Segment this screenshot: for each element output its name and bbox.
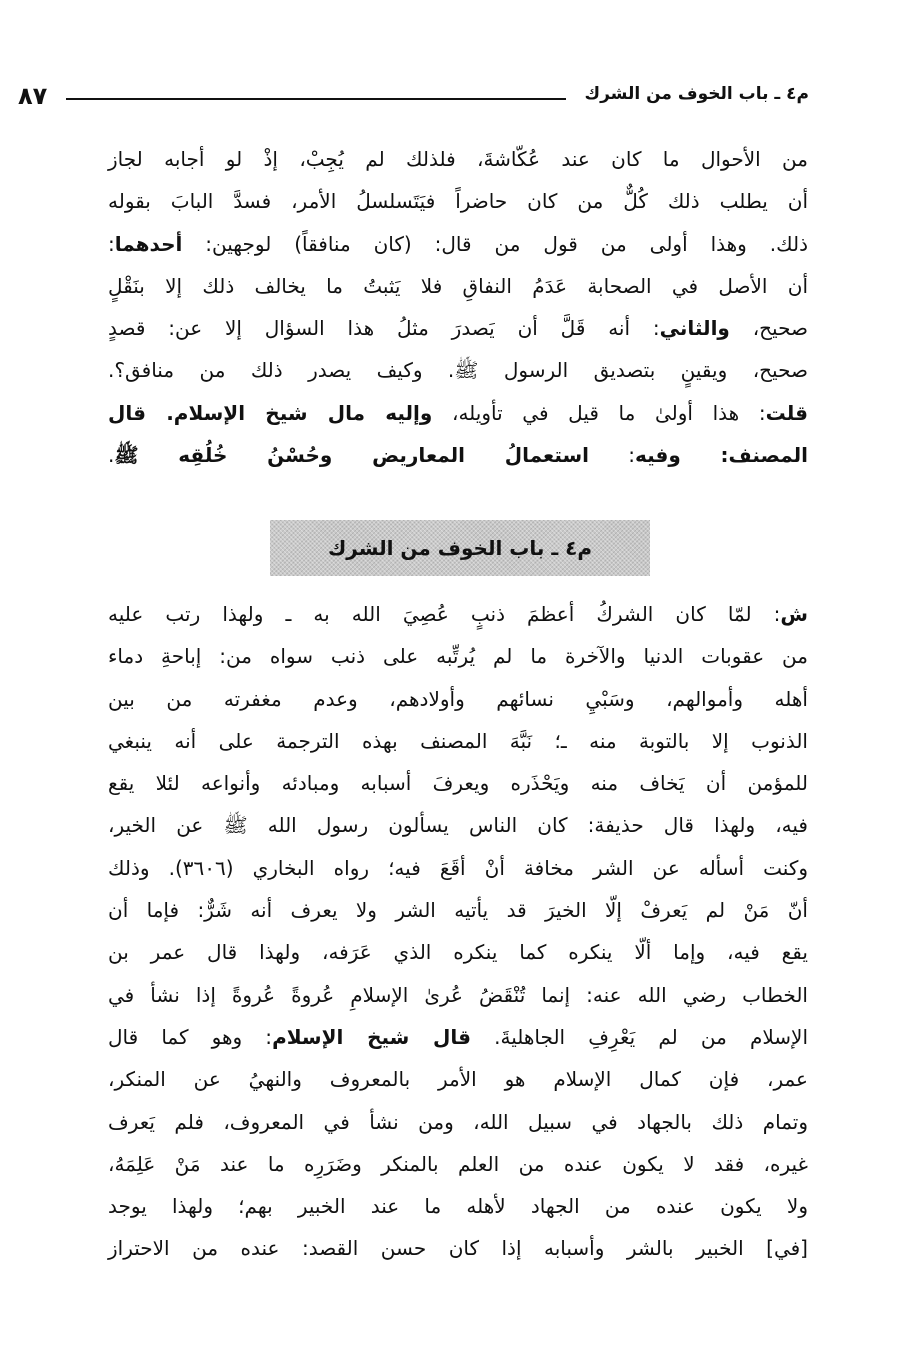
text-line (108, 1016, 808, 1058)
text-line (108, 307, 808, 349)
bold-text: أحدهما (114, 231, 183, 256)
text-segment: : هذا أولىٰ ما قيل في تأويله، (432, 400, 766, 425)
bold-text: ش (780, 602, 808, 626)
header-rule (66, 98, 566, 100)
text-line (108, 762, 808, 804)
text-line (108, 931, 808, 973)
text-segment: صحيح، ويقينٍ بتصديق الرسول ﷺ. وكيف يصدر ذلك من منافق؟. (108, 358, 808, 383)
bold-text: قال شيخ الإسلام (272, 1024, 472, 1049)
text-line (108, 635, 808, 677)
text-line (108, 434, 808, 476)
text-segment: الذنوب إلا بالتوبة منه ـ؛ نَبَّهَ المصنف بهذه الترجمة على أنه ينبغي (108, 728, 808, 753)
text-line (108, 678, 808, 720)
text-segment: : وهو كما قال (108, 1024, 273, 1049)
text-segment: أنّ مَنْ لم يَعرفْ إلّا الخيرَ قد يأتيه الشر ولا يعرف أنه شَرٌّ: فإما أن (108, 898, 808, 923)
text-segment: من الأحوال ما كان عند عُكّاشةَ، فلذلك لم يُجِبْ، إذْ لو أجابه لجاز (108, 147, 808, 171)
text-segment: أن الأصل في الصحابة عَدَمُ النفاقِ فلا يَثبتُ ما يخالف ذلك إلا بنَقْلٍ (108, 273, 808, 298)
bold-text: المصنف: وفيه (634, 443, 808, 468)
text-segment: غيره، فقد لا يكون عنده من العلم بالمنكر وضَرَرِه ما عند مَنْ عَلِمَهُ، (108, 1151, 808, 1176)
text-segment: الخطاب رضي الله عنه: إنما تُنْقَضُ عُرىٰ الإسلامِ عُروةً عُروةً إذا نشأ في (108, 982, 808, 1007)
text-segment: . (108, 443, 115, 468)
bold-text: وإليه مال شيخ الإسلام. قال (108, 400, 433, 425)
text-segment: عمر، فإن كمال الإسلام هو الأمر بالمعروف والنهيُ عن المنكر، (108, 1067, 808, 1092)
paragraph-1 (108, 138, 808, 476)
text-line (108, 1143, 808, 1185)
text-segment: أن يطلب ذلك كُلٌّ من كان حاضراً فيَتَسلسلُ الأمر، فسدَّ البابَ بقوله (108, 189, 808, 214)
text-line (108, 974, 808, 1016)
text-line (108, 349, 808, 391)
text-segment: : (589, 443, 635, 468)
bold-text: والثاني (659, 316, 730, 341)
paragraph-2 (108, 593, 808, 1270)
text-line (108, 1227, 808, 1269)
text-line (108, 138, 808, 180)
text-line (108, 223, 808, 265)
text-segment: [في] الخبير بالشر وأسبابه إذا كان حسن القصد: عنده من الاحتراز (108, 1236, 808, 1261)
text-segment: : (108, 231, 115, 256)
text-segment: الإسلام من لم يَعْرِفِ الجاهليةَ. (471, 1024, 808, 1049)
text-line (108, 593, 808, 635)
text-line (108, 804, 808, 846)
bold-text: قلت (765, 400, 808, 425)
text-line (108, 392, 808, 434)
text-segment: أهله وأموالهم، وسَبْيِ نسائهم وأولادهم، وعدم مغفرته من بين (108, 686, 808, 711)
text-segment: من عقوبات الدنيا والآخرة ما لم يُرتِّبه على ذنب سواه من: إباحةِ دماء (108, 644, 808, 669)
running-title: م٤ ـ باب الخوف من الشرك (584, 84, 809, 104)
text-segment: للمؤمن أن يَخاف منه ويَحْذَره ويعرفَ أسبابه ومبادئه وأنواعه لئلا يقع (108, 771, 808, 796)
bold-text: استعمالُ المعاريض وحُسْنُ خُلُقِه ﷺ (114, 443, 590, 468)
text-line (108, 720, 808, 762)
text-segment: صحيح، (729, 316, 808, 341)
text-line (108, 180, 808, 222)
text-segment: ولا يكون عنده من الجهاد لأهله ما عند الخبير بهم؛ ولهذا يوجد (108, 1194, 808, 1219)
text-segment: : أنه قَلَّ أن يَصدرَ مثلُ هذا السؤال إلا عن: قصدٍ (108, 316, 660, 341)
text-segment: يقع فيه، وإما ألّا ينكره كما ينكره الذي عَرَفه، ولهذا قال عمر بن (108, 940, 808, 965)
page-number: ٨٧ (18, 82, 48, 110)
text-segment: فيه، ولهذا قال حذيفة: كان الناس يسألون رسول الله ﷺ عن الخير، (108, 813, 808, 838)
text-line (108, 889, 808, 931)
text-segment: ذلك. وهذا أولى من قول من قال: (كان منافقاً) لوجهين: (182, 231, 808, 256)
text-segment: وتمام ذلك بالجهاد في سبيل الله، ومن نشأ في المعروف، فلم يَعرف (108, 1109, 808, 1134)
text-line (108, 1185, 808, 1227)
text-line (108, 847, 808, 889)
text-line (108, 1058, 808, 1100)
section-heading (270, 520, 650, 576)
text-line (108, 265, 808, 307)
text-line (108, 1101, 808, 1143)
text-segment: : لمّا كان الشركُ أعظمَ ذنبٍ عُصِيَ الله به ـ ولهذا رتب عليه (108, 602, 781, 626)
section-heading-text: م٤ ـ باب الخوف من الشرك (327, 536, 593, 560)
text-segment: وكنت أسأله عن الشر مخافة أنْ أقَعَ فيه؛ رواه البخاري (٣٦٠٦). وذلك (108, 855, 808, 880)
